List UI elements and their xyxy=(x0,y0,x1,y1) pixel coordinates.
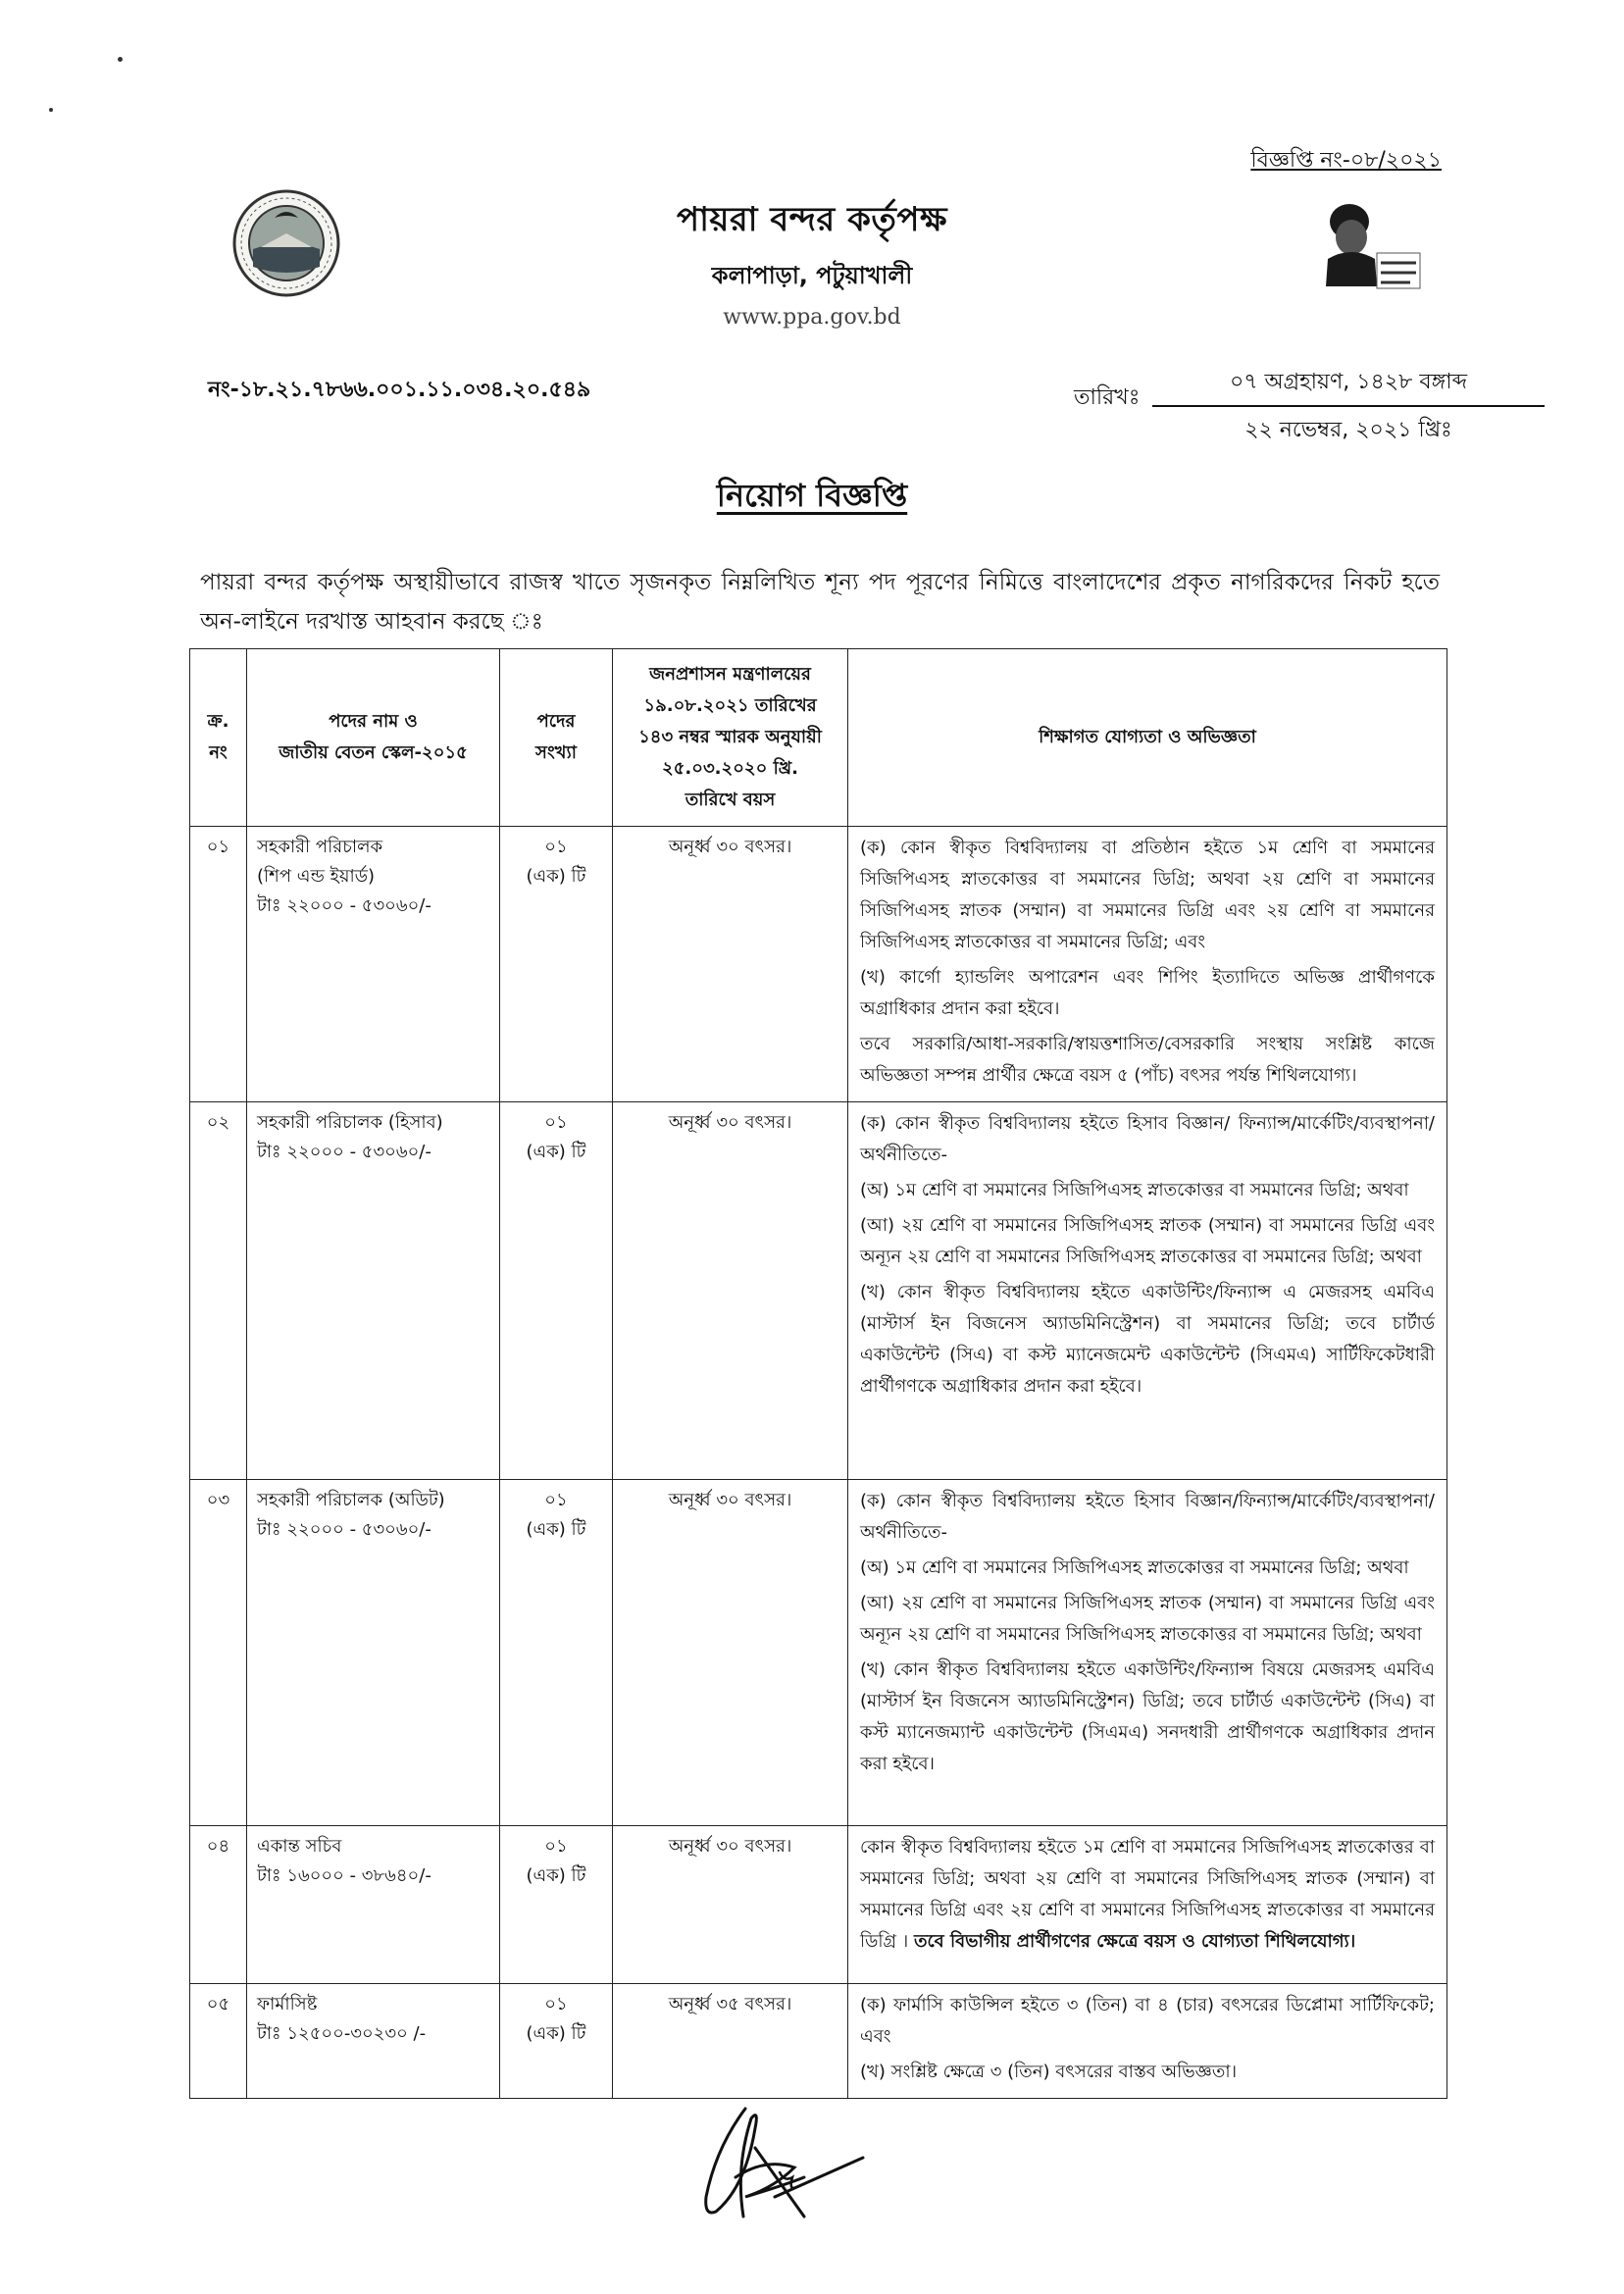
page-title: নিয়োগ বিজ্ঞপ্তি xyxy=(716,477,908,514)
letterhead xyxy=(0,194,1624,330)
vacancy-table xyxy=(189,648,1447,2099)
row-serial: ০৪ xyxy=(190,1826,247,1984)
table-row xyxy=(190,1480,1447,1826)
table-row xyxy=(190,827,1447,1102)
table-row xyxy=(190,1102,1447,1480)
header-post-count: পদের সংখ্যা xyxy=(500,649,613,827)
row-qualification: (ক) কোন স্বীকৃত বিশ্ববিদ্যালয় হইতে হিসাব বিজ্ঞান/ ফিন্যান্স/মার্কেটিং/ব্যবস্থাপনা/অর্থনীতিতে- (অ) ১ম শ্রেণি বা সমমানের সিজিপিএসহ স্নাতকোত্তর বা সমমানের ডিগ্রি; অথবা (আ) ২য় শ্রেণি বা সমমানের সিজিপিএসহ স্নাতক (সম্মান) বা সমমানের ডিগ্রি এবং অন্যূন ২য় শ্রেণি বা সমমানের সিজিপিএসহ স্নাতকোত্তর বা সমমানের ডিগ্রি; অথবা (খ) কোন স্বীকৃত বিশ্ববিদ্যালয় হইতে একাউন্টিং/ফিন্যান্স এ মেজরসহ এমবিএ (মাস্টার্স ইন বিজনেস অ্যাডমিনিস্ট্রেশন) বা সমমানের ডিগ্রি; তবে চার্টার্ড একাউন্টেন্ট (সিএ) বা কস্ট ম্যানেজমেন্ট একাউন্টেন্ট (সিএমএ) সার্টিফিকেটধারী প্রার্থীগণকে অগ্রাধিকার প্রদান করা হইবে। xyxy=(848,1102,1447,1480)
memo-number: নং-১৮.২১.৭৮৬৬.০০১.১১.০৩৪.২০.৫৪৯ xyxy=(208,378,591,402)
row-age-limit: অনূর্ধ্ব ৩০ বৎসর। xyxy=(613,827,848,1102)
row-post-count: ০১ (এক) টি xyxy=(500,1826,613,1984)
header-qualification: শিক্ষাগত যোগ্যতা ও অভিজ্ঞতা xyxy=(848,649,1447,827)
row-serial: ০৩ xyxy=(190,1480,247,1826)
row-age-limit: অনূর্ধ্ব ৩০ বৎসর। xyxy=(613,1480,848,1826)
row-post-count: ০১ (এক) টি xyxy=(500,1984,613,2099)
signature xyxy=(686,2089,873,2236)
row-post-count: ০১ (এক) টি xyxy=(500,1102,613,1480)
row-serial: ০২ xyxy=(190,1102,247,1480)
table-row xyxy=(190,1826,1447,1984)
organization-name: পায়রা বন্দর কর্তৃপক্ষ xyxy=(676,200,948,239)
row-post-name: একান্ত সচিব টাঃ ১৬০০০ - ৩৮৬৪০/- xyxy=(247,1826,500,1984)
organization-website: www.ppa.gov.bd xyxy=(723,305,901,330)
date-label: তারিখঃ xyxy=(1074,385,1141,410)
row-post-count: ০১ (এক) টি xyxy=(500,1480,613,1826)
row-qualification: (ক) কোন স্বীকৃত বিশ্ববিদ্যালয় হইতে হিসাব বিজ্ঞান/ফিন্যান্স/মার্কেটিং/ব্যবস্থাপনা/অর্থনীতিতে- (অ) ১ম শ্রেণি বা সমমানের সিজিপিএসহ স্নাতকোত্তর বা সমমানের ডিগ্রি; অথবা (আ) ২য় শ্রেণি বা সমমানের সিজিপিএসহ স্নাতক (সম্মান) বা সমমানের ডিগ্রি এবং অন্যূন ২য় শ্রেণি বা সমমানের সিজিপিএসহ স্নাতকোত্তর বা সমমানের ডিগ্রি; অথবা (খ) কোন স্বীকৃত বিশ্ববিদ্যালয় হইতে একাউন্টিং/ফিন্যান্স বিষয়ে মেজরসহ এমবিএ (মাস্টার্স ইন বিজনেস অ্যাডমিনিস্ট্রেশন) ডিগ্রি; তবে চার্টার্ড একাউন্টেন্ট (সিএ) বা কস্ট ম্যানেজম্যান্ট একাউন্টেন্ট (সিএমএ) সনদধারী প্রার্থীগণকে অগ্রাধিকার প্রদান করা হইবে। xyxy=(848,1480,1447,1826)
date-bangla: ০৭ অগ্রহায়ণ, ১৪২৮ বঙ্গাব্দ xyxy=(1152,363,1545,407)
row-age-limit: অনূর্ধ্ব ৩০ বৎসর। xyxy=(613,1826,848,1984)
row-post-name: সহকারী পরিচালক (অডিট) টাঃ ২২০০০ - ৫৩০৬০/- xyxy=(247,1480,500,1826)
row-qualification: (ক) কোন স্বীকৃত বিশ্ববিদ্যালয় বা প্রতিষ্ঠান হইতে ১ম শ্রেণি বা সমমানের সিজিপিএসহ স্নাতকোত্তর বা সমমানের ডিগ্রি; অথবা ২য় শ্রেণি বা সমমানের সিজিপিএসহ স্নাতক (সম্মান) বা সমমানের ডিগ্রি এবং ২য় শ্রেণি বা সমমানের সিজিপিএসহ স্নাতকোত্তর বা সমমানের ডিগ্রি; এবং (খ) কার্গো হ্যান্ডলিং অপারেশন এবং শিপিং ইত্যাদিতে অভিজ্ঞ প্রার্থীগণকে অগ্রাধিকার প্রদান করা হইবে। তবে সরকারি/আধা-সরকারি/স্বায়ত্তশাসিত/বেসরকারি সংস্থায় সংশ্লিষ্ট কাজে অভিজ্ঞতা সম্পন্ন প্রার্থীর ক্ষেত্রে বয়স ৫ (পাঁচ) বৎসর পর্যন্ত শিথিলযোগ্য। xyxy=(848,827,1447,1102)
intro-paragraph: পায়রা বন্দর কর্তৃপক্ষ অস্থায়ীভাবে রাজস্ব খাতে সৃজনকৃত নিম্নলিখিত শূন্য পদ পূরণের নিমিত্তে বাংলাদেশের প্রকৃত নাগরিকদের নিকট হতে অন-লাইনে দরখাস্ত আহবান করছে ঃ xyxy=(200,570,1440,635)
row-post-name: সহকারী পরিচালক (শিপ এন্ড ইয়ার্ড) টাঃ ২২০০০ - ৫৩০৬০/- xyxy=(247,827,500,1102)
table-row xyxy=(190,1984,1447,2099)
header-age-limit: জনপ্রশাসন মন্ত্রণালয়ের ১৯.০৮.২০২১ তারিখের ১৪৩ নম্বর স্মারক অনুযায়ী ২৫.০৩.২০২০ খ্রি. তারিখে বয়স xyxy=(613,649,848,827)
row-serial: ০৫ xyxy=(190,1984,247,2099)
row-post-count: ০১ (এক) টি xyxy=(500,827,613,1102)
row-serial: ০১ xyxy=(190,827,247,1102)
row-qualification: কোন স্বীকৃত বিশ্ববিদ্যালয় হইতে ১ম শ্রেণি বা সমমানের সিজিপিএসহ স্নাতকোত্তর বা সমমানের ডিগ্রি; অথবা ২য় শ্রেণি বা সমমানের সিজিপিএসহ স্নাতক (সম্মান) বা সমমানের ডিগ্রি এবং ২য় শ্রেণি বা সমমানের সিজিপিএসহ স্নাতকোত্তর বা সমমানের ডিগ্রি । তবে বিভাগীয় প্রার্থীগণের ক্ষেত্রে বয়স ও যোগ্যতা শিথিলযোগ্য। xyxy=(848,1826,1447,1984)
row-post-name: সহকারী পরিচালক (হিসাব) টাঃ ২২০০০ - ৫৩০৬০/- xyxy=(247,1102,500,1480)
table-header-row xyxy=(190,649,1447,827)
row-age-limit: অনূর্ধ্ব ৩০ বৎসর। xyxy=(613,1102,848,1480)
date-gregorian: ২২ নভেম্বর, ২০২১ খ্রিঃ xyxy=(1244,418,1452,442)
row-post-name: ফার্মাসিষ্ট টাঃ ১২৫০০-৩০২৩০ /- xyxy=(247,1984,500,2099)
organization-address: কলাপাড়া, পটুয়াখালী xyxy=(711,262,913,289)
notice-number: বিজ্ঞপ্তি নং-০৮/২০২১ xyxy=(1250,148,1442,173)
row-age-limit: অনূর্ধ্ব ৩৫ বৎসর। xyxy=(613,1984,848,2099)
header-post-name: পদের নাম ও জাতীয় বেতন স্কেল-২০১৫ xyxy=(247,649,500,827)
header-serial: ক্র. নং xyxy=(190,649,247,827)
qualification-relaxation-note: তবে বিভাগীয় প্রার্থীগণের ক্ষেত্রে বয়স ও যোগ্যতা শিথিলযোগ্য। xyxy=(913,1931,1356,1952)
row-qualification: (ক) ফার্মাসি কাউন্সিল হইতে ৩ (তিন) বা ৪ (চার) বৎসরের ডিপ্লোমা সার্টিফিকেট; এবং (খ) সংশ্লিষ্ট ক্ষেত্রে ৩ (তিন) বৎসরের বাস্তব অভিজ্ঞতা। xyxy=(848,1984,1447,2099)
